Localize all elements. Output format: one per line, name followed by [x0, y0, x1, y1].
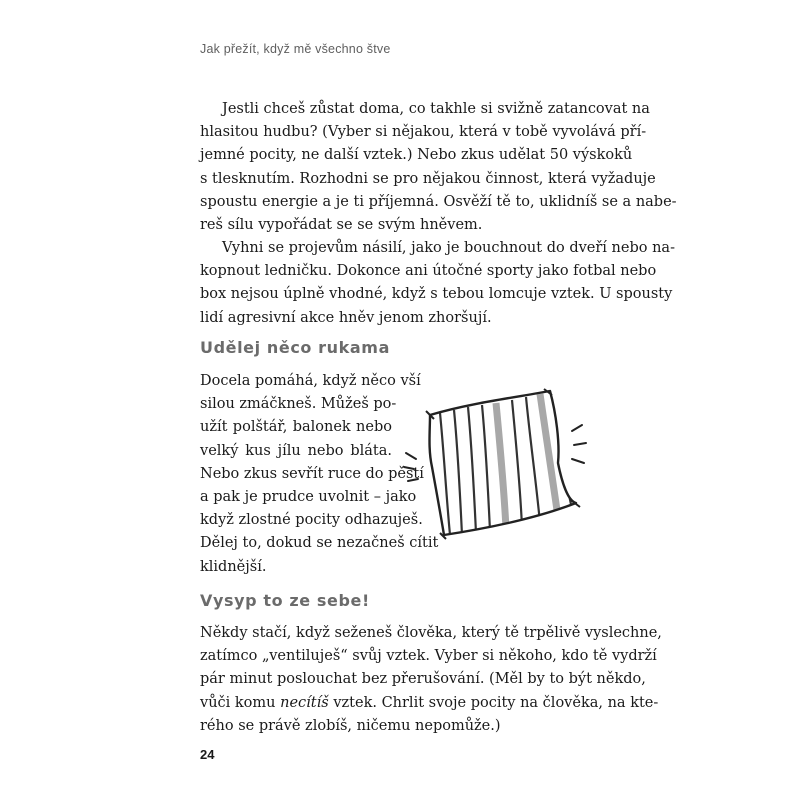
- text-line: hlasitou hudbu? (Vyber si nějakou, která v tobě vyvolává pří-: [200, 124, 647, 141]
- paragraph-hands: [200, 370, 439, 579]
- text-line: Docela pomáhá, když něco vší: [200, 373, 421, 389]
- text-line: když zlostné pocity odhazuješ.: [200, 512, 423, 529]
- text-line: Vyhni se projevům násilí, jako je bouchnout do dveří nebo na-: [222, 240, 675, 256]
- text-line: Jestli chceš zůstat doma, co takhle si svižně zatancovat na: [222, 101, 650, 117]
- text-line: zatímco „ventiluješ“ svůj vztek. Vyber si někoho, kdo tě vydrží: [200, 648, 657, 665]
- pillow-stripes: [440, 393, 572, 535]
- running-head: Jak přežít, když mě všechno štve: [200, 42, 391, 56]
- section-heading-vent: Vysyp to ze sebe!: [200, 591, 370, 610]
- squeeze-lines-left-icon: [404, 453, 418, 481]
- text-line: spoustu energie a je ti příjemná. Osvěží tě to, uklidníš se a nabe-: [200, 193, 677, 210]
- text-line: Dělej to, dokud se nezačneš cítit: [200, 535, 439, 552]
- text-line: Nebo zkus sevřít ruce do pěstí: [200, 465, 424, 482]
- text-line: [200, 692, 659, 715]
- paragraph-vent: [200, 622, 662, 738]
- emphasis-text: necítíš: [280, 694, 329, 711]
- paragraph-intro-2: [200, 237, 675, 330]
- section-heading-hands: Udělej něco rukama: [200, 338, 390, 357]
- text-line: klidnější.: [200, 558, 267, 575]
- text-line: užít polštář, balonek nebo: [200, 419, 392, 436]
- squeeze-lines-right-icon: [572, 425, 586, 463]
- pillow-illustration: [400, 383, 592, 543]
- text-line: s tlesknutím. Rozhodni se pro nějakou činnost, která vyžaduje: [200, 170, 656, 187]
- page-number: 24: [200, 747, 215, 762]
- text-segment: vztek. Chrlit svoje pocity na člověka, na kte-: [328, 694, 659, 711]
- text-line: jemné pocity, ne další vztek.) Nebo zkus udělat 50 výskoků: [200, 147, 633, 164]
- paragraph-intro-1: [200, 98, 677, 237]
- text-line: silou zmáčkneš. Můžeš po-: [200, 396, 397, 413]
- text-line: reš sílu vypořádat se se svým hněvem.: [200, 217, 483, 234]
- text-line: pár minut poslouchat bez přerušování. (Měl by to být někdo,: [200, 671, 646, 688]
- text-line: Někdy stačí, když seženeš člověka, který tě trpělivě vyslechne,: [200, 625, 662, 641]
- text-line: a pak je prudce uvolnit – jako: [200, 489, 417, 506]
- text-line: lidí agresivní akce hněv jenom zhoršují.: [200, 309, 492, 326]
- text-line: rého se právě zlobíš, ničemu nepomůže.): [200, 717, 501, 734]
- text-segment: vůči komu: [200, 694, 281, 711]
- text-line: box nejsou úplně vhodné, když s tebou lomcuje vztek. U spousty: [200, 286, 673, 303]
- text-line: kopnout ledničku. Dokonce ani útočné sporty jako fotbal nebo: [200, 263, 657, 280]
- text-line: velký kus jílu nebo bláta.: [200, 442, 392, 459]
